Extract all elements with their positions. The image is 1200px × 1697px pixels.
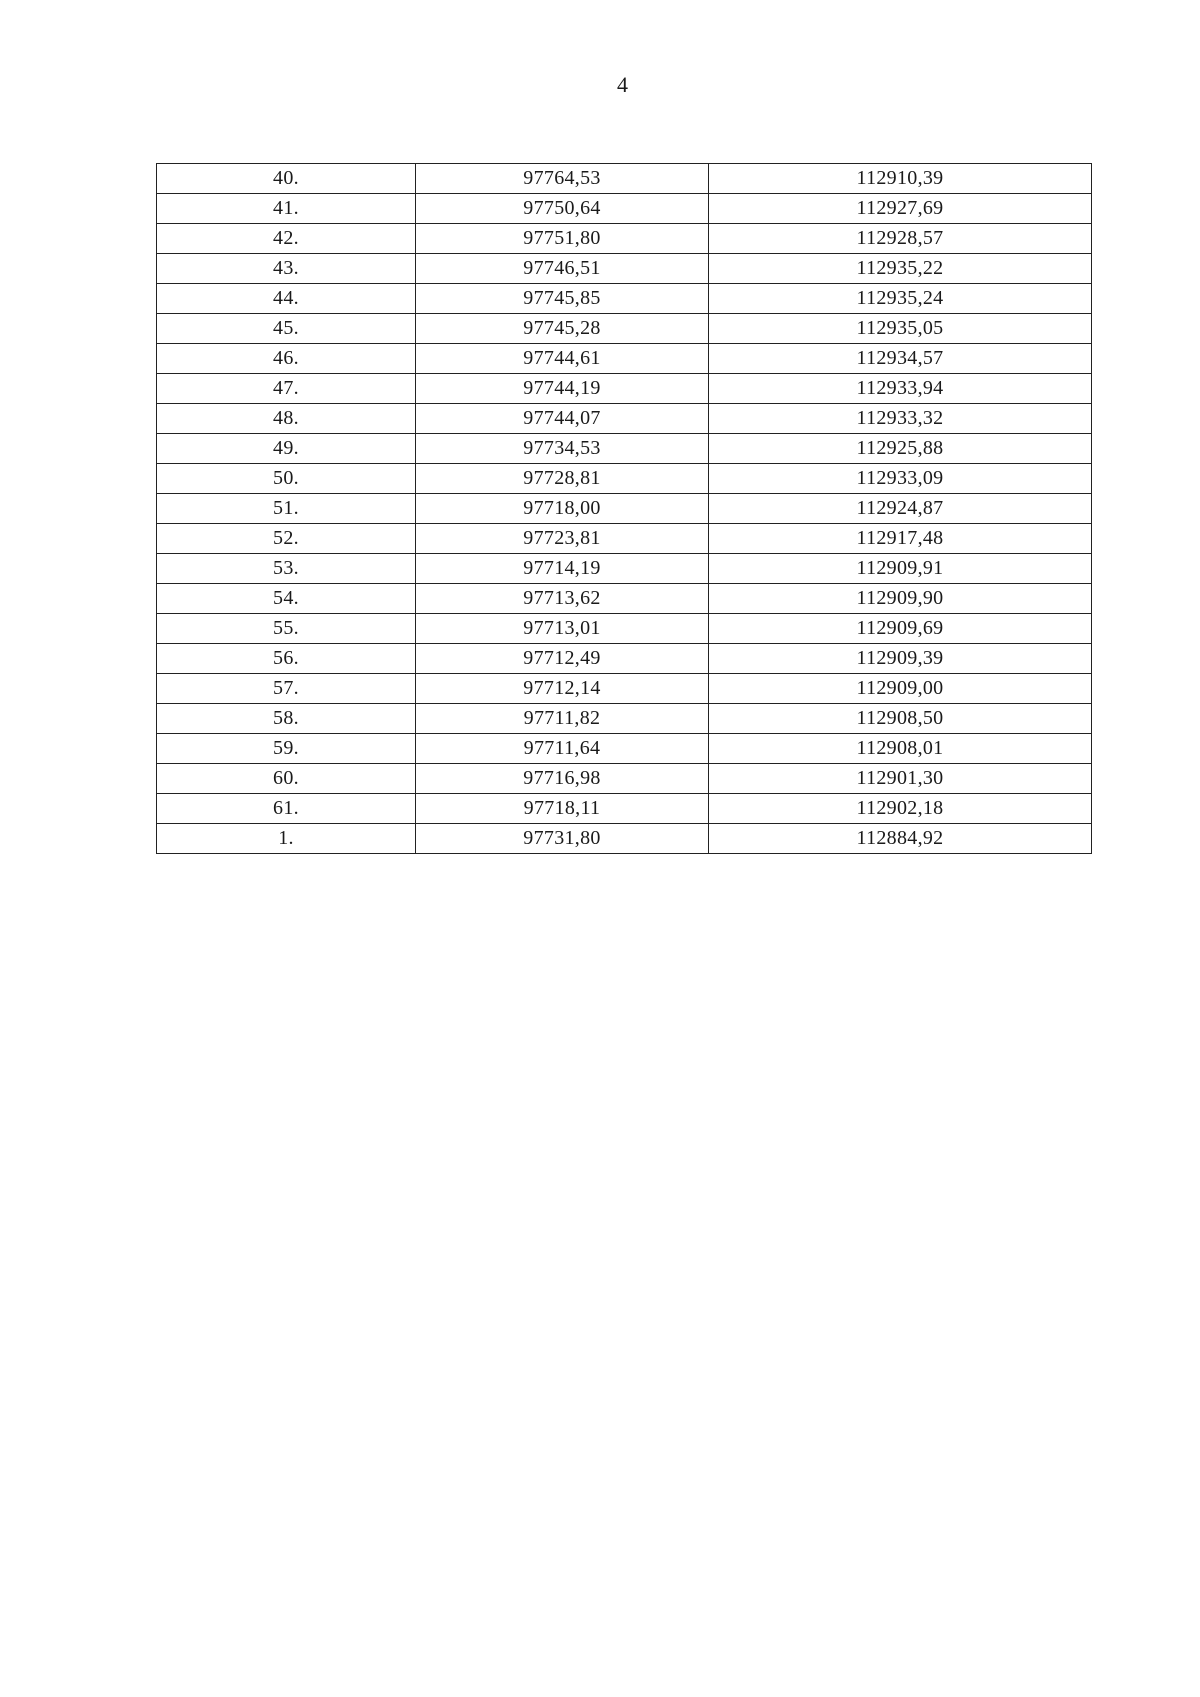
y-coordinate-cell: 112909,00 (709, 674, 1092, 704)
x-coordinate-cell: 97750,64 (416, 194, 709, 224)
x-coordinate-cell: 97713,01 (416, 614, 709, 644)
point-number-cell: 42. (157, 224, 416, 254)
x-coordinate-cell: 97714,19 (416, 554, 709, 584)
point-number-cell: 61. (157, 794, 416, 824)
table-row (157, 194, 1092, 224)
point-number-cell: 55. (157, 614, 416, 644)
y-coordinate-cell: 112935,05 (709, 314, 1092, 344)
coordinates-table (156, 163, 1092, 854)
table-row (157, 494, 1092, 524)
x-coordinate-cell: 97751,80 (416, 224, 709, 254)
table-row (157, 464, 1092, 494)
x-coordinate-cell: 97744,07 (416, 404, 709, 434)
x-coordinate-cell: 97723,81 (416, 524, 709, 554)
x-coordinate-cell: 97713,62 (416, 584, 709, 614)
y-coordinate-cell: 112934,57 (709, 344, 1092, 374)
x-coordinate-cell: 97746,51 (416, 254, 709, 284)
y-coordinate-cell: 112935,24 (709, 284, 1092, 314)
point-number-cell: 44. (157, 284, 416, 314)
point-number-cell: 41. (157, 194, 416, 224)
point-number-cell: 43. (157, 254, 416, 284)
table-row (157, 434, 1092, 464)
x-coordinate-cell: 97718,00 (416, 494, 709, 524)
point-number-cell: 52. (157, 524, 416, 554)
point-number-cell: 51. (157, 494, 416, 524)
point-number-cell: 54. (157, 584, 416, 614)
x-coordinate-cell: 97744,61 (416, 344, 709, 374)
coordinates-table-body (157, 164, 1092, 854)
point-number-cell: 49. (157, 434, 416, 464)
table-row (157, 164, 1092, 194)
y-coordinate-cell: 112917,48 (709, 524, 1092, 554)
y-coordinate-cell: 112908,50 (709, 704, 1092, 734)
x-coordinate-cell: 97711,64 (416, 734, 709, 764)
y-coordinate-cell: 112933,94 (709, 374, 1092, 404)
x-coordinate-cell: 97712,49 (416, 644, 709, 674)
x-coordinate-cell: 97745,28 (416, 314, 709, 344)
table-row (157, 764, 1092, 794)
point-number-cell: 47. (157, 374, 416, 404)
y-coordinate-cell: 112884,92 (709, 824, 1092, 854)
table-row (157, 284, 1092, 314)
table-row (157, 614, 1092, 644)
table-row (157, 674, 1092, 704)
point-number-cell: 45. (157, 314, 416, 344)
x-coordinate-cell: 97716,98 (416, 764, 709, 794)
point-number-cell: 57. (157, 674, 416, 704)
point-number-cell: 59. (157, 734, 416, 764)
point-number-cell: 40. (157, 164, 416, 194)
y-coordinate-cell: 112908,01 (709, 734, 1092, 764)
table-row (157, 554, 1092, 584)
point-number-cell: 53. (157, 554, 416, 584)
x-coordinate-cell: 97745,85 (416, 284, 709, 314)
point-number-cell: 1. (157, 824, 416, 854)
table-row (157, 404, 1092, 434)
y-coordinate-cell: 112901,30 (709, 764, 1092, 794)
y-coordinate-cell: 112924,87 (709, 494, 1092, 524)
table-row (157, 584, 1092, 614)
y-coordinate-cell: 112909,91 (709, 554, 1092, 584)
x-coordinate-cell: 97711,82 (416, 704, 709, 734)
point-number-cell: 50. (157, 464, 416, 494)
table-row (157, 254, 1092, 284)
page-number: 4 (617, 72, 628, 97)
y-coordinate-cell: 112902,18 (709, 794, 1092, 824)
x-coordinate-cell: 97712,14 (416, 674, 709, 704)
point-number-cell: 58. (157, 704, 416, 734)
x-coordinate-cell: 97728,81 (416, 464, 709, 494)
x-coordinate-cell: 97718,11 (416, 794, 709, 824)
y-coordinate-cell: 112909,39 (709, 644, 1092, 674)
point-number-cell: 46. (157, 344, 416, 374)
table-row (157, 224, 1092, 254)
point-number-cell: 48. (157, 404, 416, 434)
y-coordinate-cell: 112909,90 (709, 584, 1092, 614)
x-coordinate-cell: 97744,19 (416, 374, 709, 404)
y-coordinate-cell: 112935,22 (709, 254, 1092, 284)
y-coordinate-cell: 112933,32 (709, 404, 1092, 434)
point-number-cell: 60. (157, 764, 416, 794)
y-coordinate-cell: 112925,88 (709, 434, 1092, 464)
table-row (157, 824, 1092, 854)
x-coordinate-cell: 97764,53 (416, 164, 709, 194)
point-number-cell: 56. (157, 644, 416, 674)
table-row (157, 704, 1092, 734)
table-row (157, 314, 1092, 344)
y-coordinate-cell: 112927,69 (709, 194, 1092, 224)
y-coordinate-cell: 112933,09 (709, 464, 1092, 494)
y-coordinate-cell: 112910,39 (709, 164, 1092, 194)
table-row (157, 794, 1092, 824)
table-row (157, 524, 1092, 554)
x-coordinate-cell: 97731,80 (416, 824, 709, 854)
x-coordinate-cell: 97734,53 (416, 434, 709, 464)
table-row (157, 734, 1092, 764)
table-row (157, 644, 1092, 674)
table-row (157, 344, 1092, 374)
y-coordinate-cell: 112909,69 (709, 614, 1092, 644)
table-row (157, 374, 1092, 404)
y-coordinate-cell: 112928,57 (709, 224, 1092, 254)
